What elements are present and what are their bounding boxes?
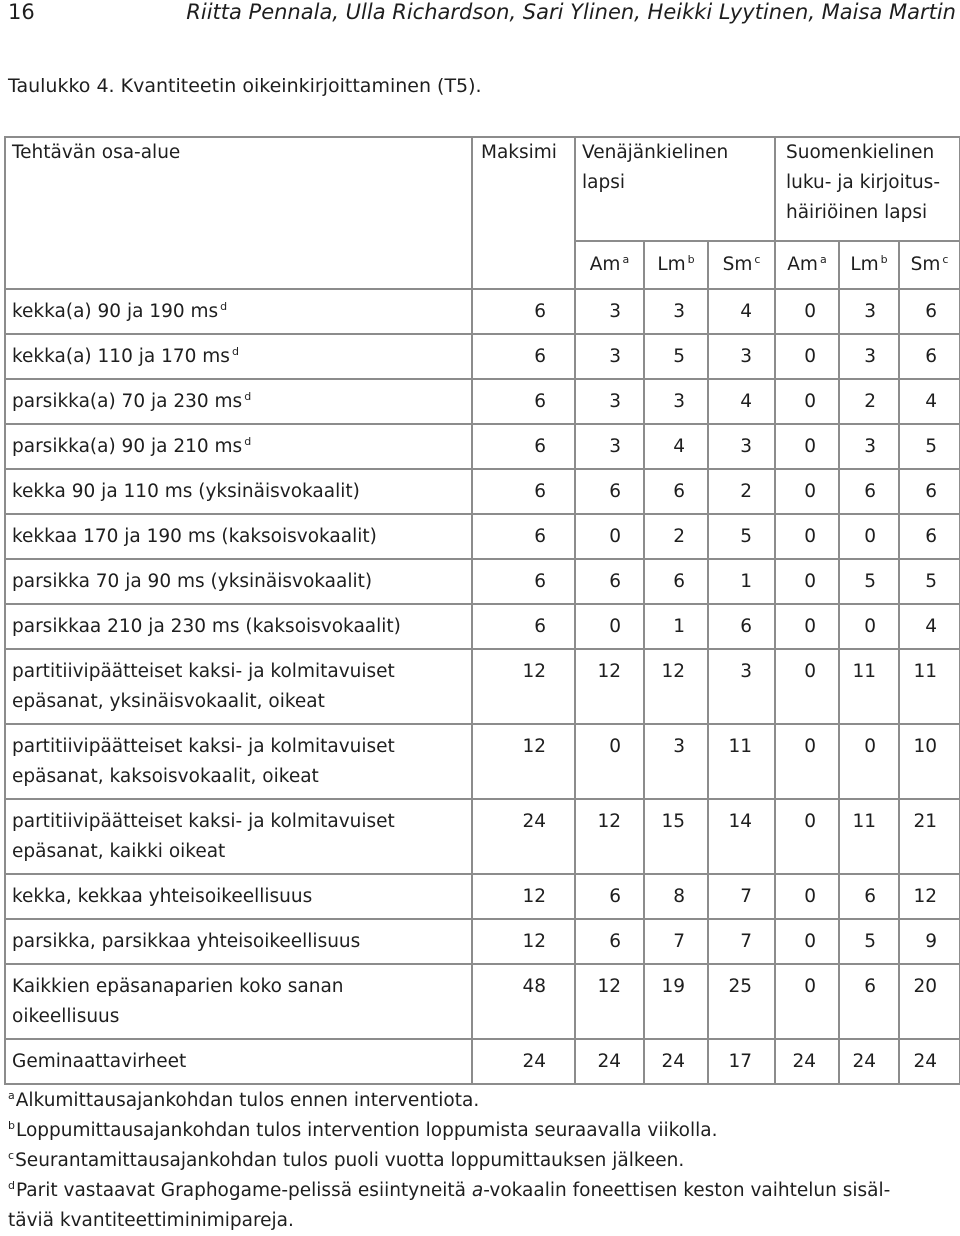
- cell-value: 12: [575, 649, 644, 724]
- row-label: parsikkaa 210 ja 230 ms (kaksoisvokaalit): [5, 604, 472, 649]
- cell-value: 6: [839, 469, 899, 514]
- footnote-b: $^b$Loppumittausajankohdan tulos intervention loppumista seuraavalla viikolla.: [8, 1119, 718, 1141]
- header-finnish-child: [775, 137, 960, 241]
- cell-value: 7: [644, 919, 708, 964]
- cell-value: 14: [708, 799, 775, 874]
- cell-value: 0: [775, 559, 839, 604]
- cell-value: 15: [644, 799, 708, 874]
- cell-value: 4: [644, 424, 708, 469]
- cell-value: 11: [899, 649, 960, 724]
- running-head-authors: Riitta Pennala, Ulla Richardson, Sari Ylinen, Heikki Lyytinen, Maisa Martin: [186, 0, 956, 24]
- cell-value: 4: [708, 379, 775, 424]
- cell-value: 6: [708, 604, 775, 649]
- cell-value: 6: [899, 289, 960, 334]
- cell-maximum: 6: [472, 289, 575, 334]
- row-label: parsikka(a) 70 ja 230 ms $^d$: [5, 379, 472, 424]
- cell-value: 6: [575, 919, 644, 964]
- cell-value: 2: [708, 469, 775, 514]
- cell-value: 6: [575, 469, 644, 514]
- cell-value: 0: [775, 649, 839, 724]
- cell-value: 0: [775, 289, 839, 334]
- header-finnish-line-1: Suomenkielinen: [786, 142, 935, 163]
- cell-value: 7: [708, 919, 775, 964]
- table-caption: Taulukko 4. Kvantiteetin oikeinkirjoittaminen (T5).: [8, 75, 482, 97]
- cell-value: 5: [899, 424, 960, 469]
- cell-value: 1: [644, 604, 708, 649]
- page-number: 16: [8, 0, 35, 24]
- cell-maximum: 6: [472, 424, 575, 469]
- header-finnish-line-2: luku- ja kirjoitus-: [786, 172, 940, 193]
- cell-value: 5: [839, 559, 899, 604]
- header-finnish-line-3: häiriöinen lapsi: [786, 202, 928, 223]
- cell-value: 2: [839, 379, 899, 424]
- cell-value: 0: [775, 334, 839, 379]
- table-row: [5, 919, 960, 964]
- table-row: [5, 424, 960, 469]
- row-label: kekkaa 170 ja 190 ms (kaksoisvokaalit): [5, 514, 472, 559]
- table-row: [5, 799, 960, 874]
- cell-value: 3: [575, 379, 644, 424]
- cell-value: 12: [899, 874, 960, 919]
- cell-value: 21: [899, 799, 960, 874]
- subheader-cell: Sm $^c$: [708, 241, 775, 289]
- cell-value: 11: [839, 799, 899, 874]
- cell-maximum: 6: [472, 379, 575, 424]
- cell-value: 0: [775, 469, 839, 514]
- header-russian-line-1: Venäjänkielinen: [582, 142, 729, 163]
- cell-value: 5: [644, 334, 708, 379]
- header-maximum: Maksimi: [472, 137, 575, 289]
- cell-value: 5: [839, 919, 899, 964]
- cell-value: 4: [899, 604, 960, 649]
- table-row: [5, 724, 960, 799]
- subheader-cell: Am $^a$: [575, 241, 644, 289]
- table-row: [5, 874, 960, 919]
- cell-value: 6: [644, 559, 708, 604]
- row-label: partitiivipäätteiset kaksi- ja kolmitavuiset epäsanat, kaksoisvokaalit, oikeat: [5, 724, 472, 799]
- cell-value: 24: [899, 1039, 960, 1084]
- cell-value: 3: [708, 649, 775, 724]
- cell-maximum: 6: [472, 559, 575, 604]
- cell-value: 6: [899, 469, 960, 514]
- row-label: Geminaattavirheet: [5, 1039, 472, 1084]
- row-label: kekka, kekkaa yhteisoikeellisuus: [5, 874, 472, 919]
- row-label: kekka(a) 110 ja 170 ms $^d$: [5, 334, 472, 379]
- cell-value: 25: [708, 964, 775, 1039]
- cell-value: 7: [708, 874, 775, 919]
- cell-value: 11: [839, 649, 899, 724]
- cell-value: 0: [775, 964, 839, 1039]
- header-russian-line-2: lapsi: [582, 172, 625, 193]
- cell-value: 0: [775, 874, 839, 919]
- cell-value: 4: [708, 289, 775, 334]
- cell-value: 3: [839, 424, 899, 469]
- table-header-row: [5, 137, 960, 241]
- cell-value: 1: [708, 559, 775, 604]
- row-label: partitiivipäätteiset kaksi- ja kolmitavuiset epäsanat, yksinäisvokaalit, oikeat: [5, 649, 472, 724]
- header-task-area: Tehtävän osa-alue: [5, 137, 472, 289]
- cell-value: 17: [708, 1039, 775, 1084]
- cell-value: 5: [899, 559, 960, 604]
- cell-value: 8: [644, 874, 708, 919]
- cell-maximum: 12: [472, 649, 575, 724]
- cell-value: 0: [575, 514, 644, 559]
- cell-value: 0: [839, 514, 899, 559]
- cell-value: 0: [775, 724, 839, 799]
- table-row: [5, 559, 960, 604]
- cell-value: 0: [775, 514, 839, 559]
- table-row: [5, 964, 960, 1039]
- cell-value: 24: [775, 1039, 839, 1084]
- running-head: [0, 0, 960, 28]
- subheader-cell: Am $^a$: [775, 241, 839, 289]
- cell-value: 0: [775, 424, 839, 469]
- cell-value: 5: [708, 514, 775, 559]
- cell-value: 6: [899, 514, 960, 559]
- cell-value: 0: [575, 724, 644, 799]
- cell-maximum: 6: [472, 469, 575, 514]
- row-label: kekka(a) 90 ja 190 ms $^d$: [5, 289, 472, 334]
- cell-maximum: 24: [472, 1039, 575, 1084]
- row-label: parsikka 70 ja 90 ms (yksinäisvokaalit): [5, 559, 472, 604]
- subheader-cell: Sm $^c$: [899, 241, 960, 289]
- cell-value: 6: [575, 559, 644, 604]
- cell-value: 10: [899, 724, 960, 799]
- cell-value: 0: [575, 604, 644, 649]
- cell-value: 12: [575, 799, 644, 874]
- data-table: [4, 136, 960, 1085]
- cell-maximum: 6: [472, 604, 575, 649]
- cell-maximum: 48: [472, 964, 575, 1039]
- cell-value: 3: [708, 334, 775, 379]
- cell-value: 12: [644, 649, 708, 724]
- cell-value: 19: [644, 964, 708, 1039]
- cell-maximum: 12: [472, 874, 575, 919]
- cell-value: 0: [775, 604, 839, 649]
- footnote-d: $^d$Parit vastaavat Graphogame-pelissä esiintyneitä a-vokaalin foneettisen keston vaihtelun sisäl- täviä kvantiteettiminimipareja.: [8, 1179, 891, 1231]
- table-row: [5, 649, 960, 724]
- cell-value: 3: [839, 334, 899, 379]
- cell-value: 6: [575, 874, 644, 919]
- table-row: [5, 514, 960, 559]
- cell-value: 6: [839, 874, 899, 919]
- cell-value: 3: [708, 424, 775, 469]
- cell-value: 3: [644, 379, 708, 424]
- cell-value: 3: [644, 724, 708, 799]
- cell-value: 24: [839, 1039, 899, 1084]
- cell-value: 6: [899, 334, 960, 379]
- cell-value: 12: [575, 964, 644, 1039]
- footnotes: [8, 1086, 958, 1236]
- cell-value: 2: [644, 514, 708, 559]
- row-label: parsikka, parsikkaa yhteisoikeellisuus: [5, 919, 472, 964]
- cell-value: 3: [575, 334, 644, 379]
- footnote-c: $^c$Seurantamittausajankohdan tulos puoli vuotta loppumittauksen jälkeen.: [8, 1149, 685, 1171]
- cell-value: 6: [839, 964, 899, 1039]
- row-label: partitiivipäätteiset kaksi- ja kolmitavuiset epäsanat, kaikki oikeat: [5, 799, 472, 874]
- cell-value: 20: [899, 964, 960, 1039]
- cell-value: 3: [575, 424, 644, 469]
- table-body: [5, 289, 960, 1084]
- table-row: [5, 379, 960, 424]
- cell-value: 24: [644, 1039, 708, 1084]
- cell-maximum: 12: [472, 724, 575, 799]
- cell-maximum: 6: [472, 334, 575, 379]
- cell-value: 4: [899, 379, 960, 424]
- cell-value: 0: [775, 799, 839, 874]
- table-row: [5, 604, 960, 649]
- row-label: Kaikkien epäsanaparien koko sanan oikeellisuus: [5, 964, 472, 1039]
- cell-value: 9: [899, 919, 960, 964]
- cell-value: 0: [775, 919, 839, 964]
- footnote-a: $^a$Alkumittausajankohdan tulos ennen interventiota.: [8, 1089, 480, 1111]
- cell-value: 3: [839, 289, 899, 334]
- table-row: [5, 469, 960, 514]
- cell-value: 3: [644, 289, 708, 334]
- table-row: [5, 334, 960, 379]
- row-label: kekka 90 ja 110 ms (yksinäisvokaalit): [5, 469, 472, 514]
- cell-maximum: 6: [472, 514, 575, 559]
- table-row: [5, 1039, 960, 1084]
- subheader-cell: Lm $^b$: [644, 241, 708, 289]
- subheader-cell: Lm $^b$: [839, 241, 899, 289]
- cell-maximum: 12: [472, 919, 575, 964]
- cell-value: 0: [839, 604, 899, 649]
- header-russian-child: [575, 137, 775, 241]
- cell-value: 3: [575, 289, 644, 334]
- cell-value: 6: [644, 469, 708, 514]
- cell-value: 24: [575, 1039, 644, 1084]
- cell-value: 11: [708, 724, 775, 799]
- cell-value: 0: [839, 724, 899, 799]
- row-label: parsikka(a) 90 ja 210 ms $^d$: [5, 424, 472, 469]
- table-row: [5, 289, 960, 334]
- cell-maximum: 24: [472, 799, 575, 874]
- cell-value: 0: [775, 379, 839, 424]
